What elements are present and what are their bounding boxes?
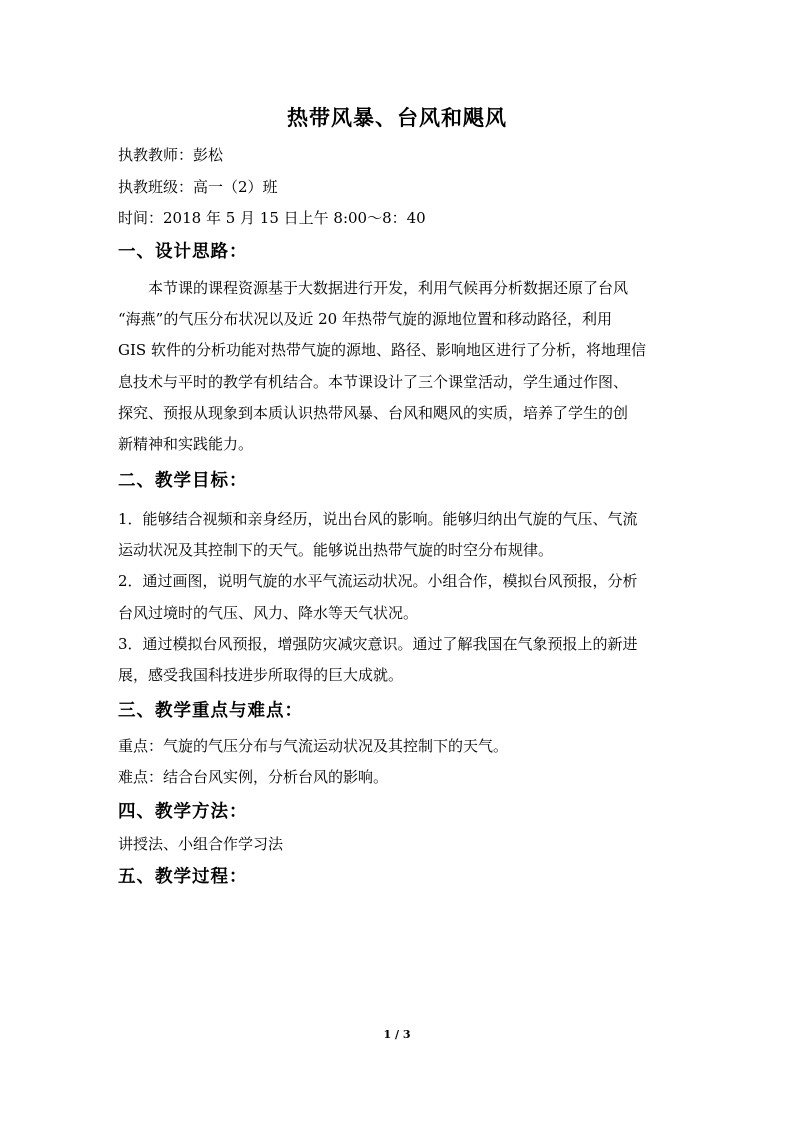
time-line: 时间：2018 年 5 月 15 日上午 8:00～8：40 (118, 209, 426, 227)
paragraph-line: 息技术与平时的教学有机结合。本节课设计了三个课堂活动，学生通过作图、 (118, 372, 629, 391)
design-paragraph (118, 273, 678, 460)
section-heading-goals: 二、教学目标： (118, 471, 248, 491)
goal-line: 3．通过模拟台风预报，增强防灾减灾意识。通过了解我国在气象预报上的新进 (118, 634, 638, 653)
goal-line: 1．能够结合视频和亲身经历，说出台风的影响。能够归纳出气旋的气压、气流 (118, 510, 638, 528)
goal-line: 2．通过画图，说明气旋的水平气流运动状况。小组合作，模拟台风预报，分析 (118, 572, 638, 591)
page-number: 1 / 3 (383, 1028, 411, 1041)
class-line: 执教班级：高一（2）班 (118, 178, 278, 196)
goal-line: 展，感受我国科技进步所取得的巨大成就。 (118, 665, 404, 684)
teacher-line: 执教教师：彭松 (118, 146, 224, 164)
goal-line: 台风过境时的气压、风力、降水等天气状况。 (118, 603, 419, 622)
paragraph-line: GIS 软件的分析功能对热带气旋的源地、路径、影响地区进行了分析，将地理信 (118, 341, 646, 360)
goal-line: 运动状况及其控制下的天气。能够说出热带气旋的时空分布规律。 (118, 541, 554, 560)
paragraph-line: “海燕”的气压分布状况以及近 20 年热带气旋的源地位置和移动路径，利用 (118, 310, 612, 329)
paragraph-line: 本节课的课程资源基于大数据进行开发，利用气候再分析数据还原了台风 (148, 279, 629, 297)
methods-line: 讲授法、小组合作学习法 (118, 835, 284, 853)
document-title: 热带风暴、台风和飓风 (287, 105, 507, 130)
section-heading-process: 五、教学过程： (118, 867, 248, 887)
paragraph-line: 新精神和实践能力。 (118, 434, 254, 453)
section-heading-key-points: 三、教学重点与难点： (118, 701, 303, 721)
difficulty-line: 难点：结合台风实例，分析台风的影响。 (118, 768, 389, 786)
section-heading-design: 一、设计思路： (118, 242, 248, 262)
goals-paragraph (118, 504, 678, 691)
paragraph-line: 探究、预报从现象到本质认识热带风暴、台风和飓风的实质，培养了学生的创 (118, 403, 629, 422)
section-heading-methods: 四、教学方法： (118, 802, 248, 822)
key-point-line: 重点：气旋的气压分布与气流运动状况及其控制下的天气。 (118, 737, 509, 755)
